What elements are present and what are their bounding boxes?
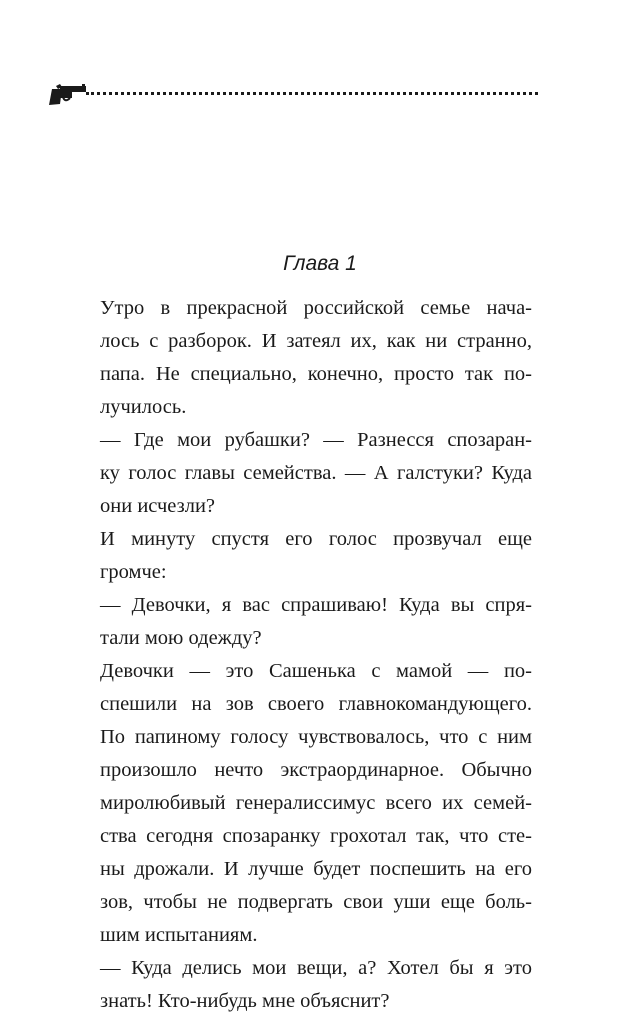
text-line: шим испытаниям. bbox=[100, 924, 258, 946]
header-dotted-rule bbox=[86, 92, 538, 95]
text-line: ку голос главы семейства. — А галстуки? Куда bbox=[100, 462, 532, 484]
page-header bbox=[48, 80, 538, 110]
text-line: — Девочки, я вас спрашиваю! Куда вы спря- bbox=[100, 594, 532, 616]
text-line: тали мою одежду? bbox=[100, 627, 262, 649]
text-line: миролюбивый генералиссимус всего их семей- bbox=[100, 792, 532, 814]
text-line: спешили на зов своего главнокомандующего. bbox=[100, 693, 532, 715]
text-line: — Где мои рубашки? — Разнесся спозаран- bbox=[100, 429, 532, 451]
paragraph bbox=[70, 952, 532, 1018]
text-line: папа. Не специально, конечно, просто так по- bbox=[100, 363, 532, 385]
text-line: — Куда делись мои вещи, а? Хотел бы я это bbox=[100, 957, 532, 979]
paragraph bbox=[70, 655, 532, 952]
text-line: знать! Кто-нибудь мне объяснит? bbox=[100, 990, 390, 1012]
paragraph bbox=[70, 523, 532, 589]
text-line: громче: bbox=[100, 561, 167, 583]
revolver-icon bbox=[48, 83, 88, 107]
text-line: лось с разборок. И затеял их, как ни странно, bbox=[100, 330, 532, 352]
text-line: Утро в прекрасной российской семье нача- bbox=[100, 297, 532, 319]
text-line: лучилось. bbox=[100, 396, 187, 418]
paragraph bbox=[70, 424, 532, 523]
paragraph bbox=[70, 292, 532, 424]
text-line: произошло нечто экстраординарное. Обычно bbox=[100, 759, 532, 781]
text-line: зов, чтобы не подвергать свои уши еще боль- bbox=[100, 891, 532, 913]
text-line: ства сегодня спозаранку грохотал так, что сте- bbox=[100, 825, 532, 847]
text-line: Девочки — это Сашенька с мамой — по- bbox=[100, 660, 532, 682]
text-line: И минуту спустя его голос прозвучал еще bbox=[100, 528, 532, 550]
chapter-title: Глава 1 bbox=[283, 252, 357, 275]
text-line: они исчезли? bbox=[100, 495, 216, 517]
text-line: ны дрожали. И лучше будет поспешить на его bbox=[100, 858, 532, 880]
paragraph bbox=[70, 589, 532, 655]
chapter-body-text bbox=[70, 292, 532, 1018]
text-line: По папиному голосу чувствовалось, что с ним bbox=[100, 726, 532, 748]
